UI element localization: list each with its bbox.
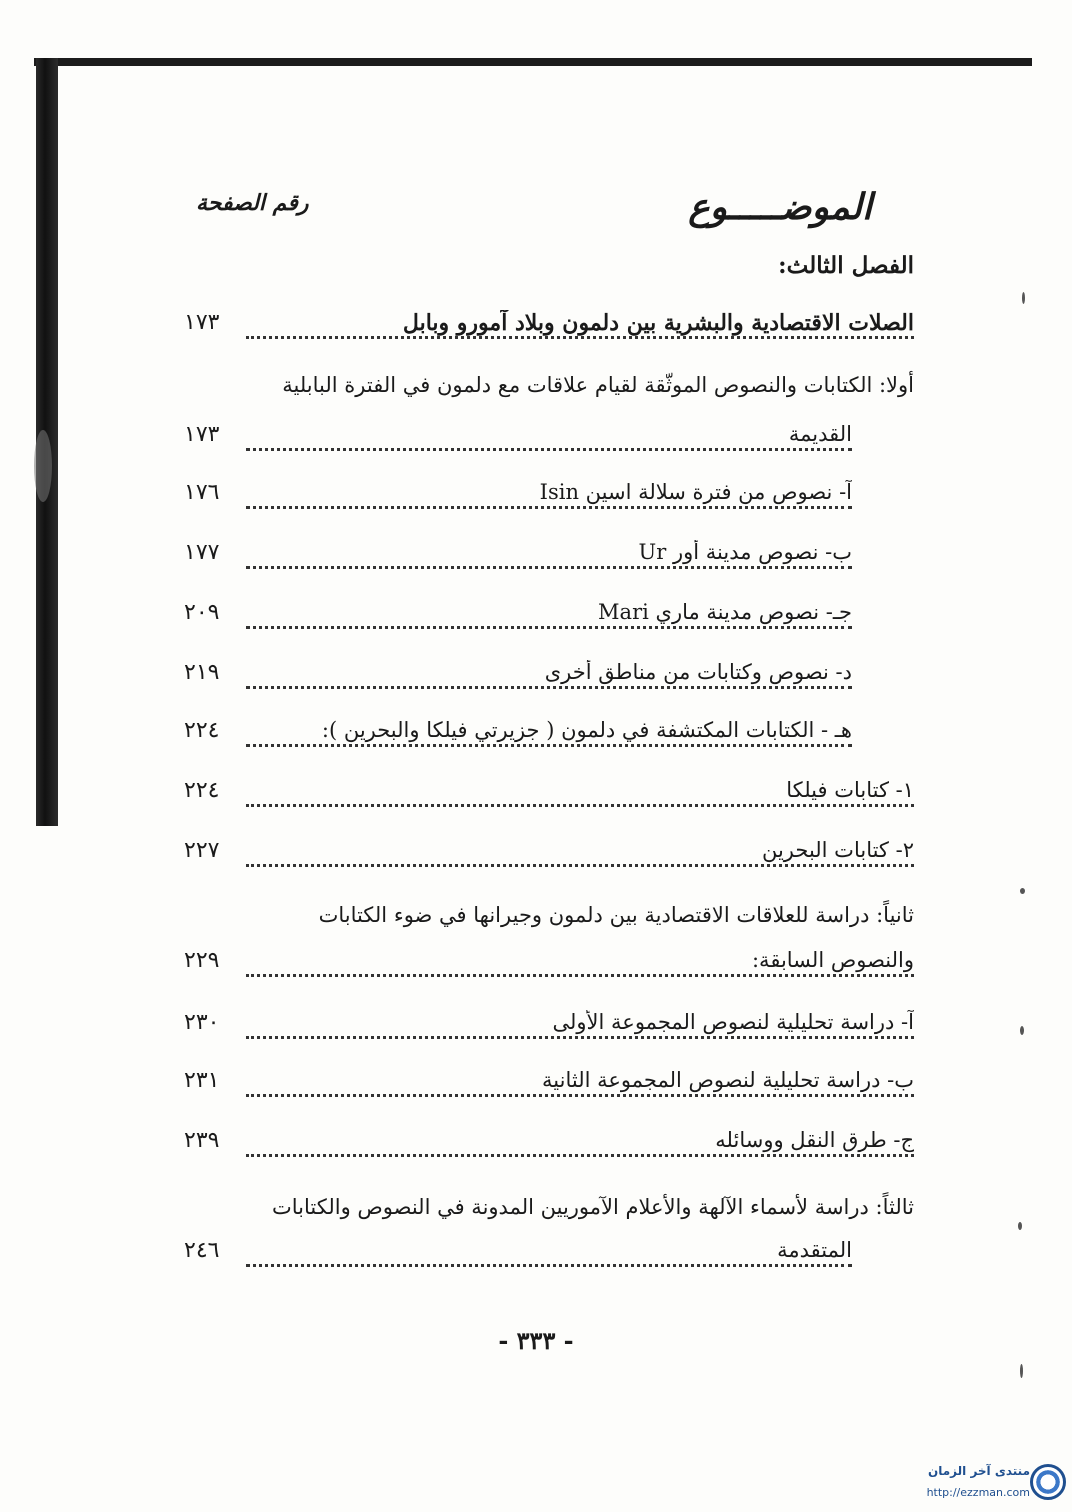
toc-title: جـ- نصوص مدينة ماري Mari bbox=[594, 600, 852, 624]
dot-leader bbox=[246, 804, 914, 807]
toc-paragraph: ثالثاً: دراسة لأسماء الآلهة والأعلام الآموريين المدونة في النصوص والكتابات bbox=[272, 1195, 914, 1219]
dot-leader bbox=[246, 626, 852, 629]
toc-title: د- نصوص وكتابات من مناطق أخرى bbox=[541, 660, 852, 684]
site-logo-icon bbox=[1030, 1464, 1066, 1500]
toc-page-number: ١٧٦ bbox=[184, 480, 220, 505]
dot-leader bbox=[246, 1154, 914, 1157]
toc-title: الصلات الاقتصادية والبشرية بين دلمون وبلاد آمورو وبابل bbox=[399, 310, 914, 336]
dot-leader bbox=[246, 336, 914, 339]
watermark-site-name: منتدى آخر الزمان bbox=[928, 1464, 1030, 1478]
dot-leader bbox=[246, 744, 852, 747]
toc-page-number: ٢٣٩ bbox=[184, 1128, 220, 1153]
toc-page-number: ١٧٣ bbox=[184, 310, 220, 335]
toc-page-number: ٢٢٤ bbox=[184, 778, 220, 803]
toc-row bbox=[184, 778, 914, 816]
toc-row bbox=[184, 422, 914, 460]
toc-row bbox=[184, 718, 914, 756]
toc-paragraph: أولا: الكتابات والنصوص الموثّقة لقيام علاقات مع دلمون في الفترة البابلية bbox=[282, 373, 914, 397]
watermark-url: http://ezzman.com bbox=[926, 1486, 1030, 1499]
toc-title: المتقدمة bbox=[773, 1238, 852, 1262]
dot-leader bbox=[246, 448, 852, 451]
toc-row bbox=[184, 660, 914, 698]
toc-page-number: ٢٣٠ bbox=[184, 1010, 220, 1035]
toc-page-number: ٢٣١ bbox=[184, 1068, 220, 1093]
toc-title: ب- نصوص مدينة أور Ur bbox=[635, 540, 852, 564]
toc-row bbox=[184, 480, 914, 518]
toc-title: ٢- كتابات البحرين bbox=[758, 838, 914, 862]
toc-page-number: ٢٤٦ bbox=[184, 1238, 220, 1263]
toc-title: ج- طرق النقل ووسائله bbox=[711, 1128, 914, 1152]
toc-page-number: ١٧٧ bbox=[184, 540, 220, 565]
dot-leader bbox=[246, 506, 852, 509]
toc-title: هـ - الكتابات المكتشفة في دلمون ( جزيرتي فيلكا والبحرين ): bbox=[318, 718, 852, 742]
toc-row bbox=[184, 600, 914, 638]
toc-row bbox=[184, 1010, 914, 1048]
toc-row bbox=[184, 948, 914, 986]
header-page-label: رقم الصفحة bbox=[196, 190, 309, 216]
toc-row bbox=[184, 1128, 914, 1166]
toc-row bbox=[184, 1068, 914, 1106]
toc-row bbox=[184, 310, 914, 348]
dot-leader bbox=[246, 566, 852, 569]
toc-title: ب- دراسة تحليلية لنصوص المجموعة الثانية bbox=[538, 1068, 914, 1092]
toc-title: ١- كتابات فيلكا bbox=[782, 778, 914, 802]
dot-leader bbox=[246, 864, 914, 867]
chapter-heading: الفصل الثالث: bbox=[778, 252, 914, 279]
page-number-footer: - ٣٣٣ - bbox=[498, 1326, 574, 1355]
dot-leader bbox=[246, 686, 852, 689]
dot-leader bbox=[246, 1094, 914, 1097]
toc-title: آ- دراسة تحليلية لنصوص المجموعة الأولى bbox=[549, 1010, 914, 1034]
toc-page-number: ٢٢٤ bbox=[184, 718, 220, 743]
toc-page-number: ٢٢٩ bbox=[184, 948, 220, 973]
dot-leader bbox=[246, 1036, 914, 1039]
toc-page-number: ٢٠٩ bbox=[184, 600, 220, 625]
header-topic-label: الموضـــــوع bbox=[688, 186, 872, 228]
watermark bbox=[900, 1462, 1070, 1508]
toc-row bbox=[184, 540, 914, 578]
toc-page-number: ٢١٩ bbox=[184, 660, 220, 685]
dot-leader bbox=[246, 974, 914, 977]
toc-page-number: ٢٢٧ bbox=[184, 838, 220, 863]
toc-title: والنصوص السابقة: bbox=[748, 948, 914, 972]
toc-row bbox=[184, 1238, 914, 1276]
toc-title: آ- نصوص من فترة سلالة اسين Isin bbox=[536, 480, 852, 504]
toc-page-number: ١٧٣ bbox=[184, 422, 220, 447]
toc-title: القديمة bbox=[785, 422, 852, 446]
toc-paragraph: ثانياً: دراسة للعلاقات الاقتصادية بين دلمون وجيرانها في ضوء الكتابات bbox=[318, 903, 914, 927]
dot-leader bbox=[246, 1264, 852, 1267]
toc-row bbox=[184, 838, 914, 876]
